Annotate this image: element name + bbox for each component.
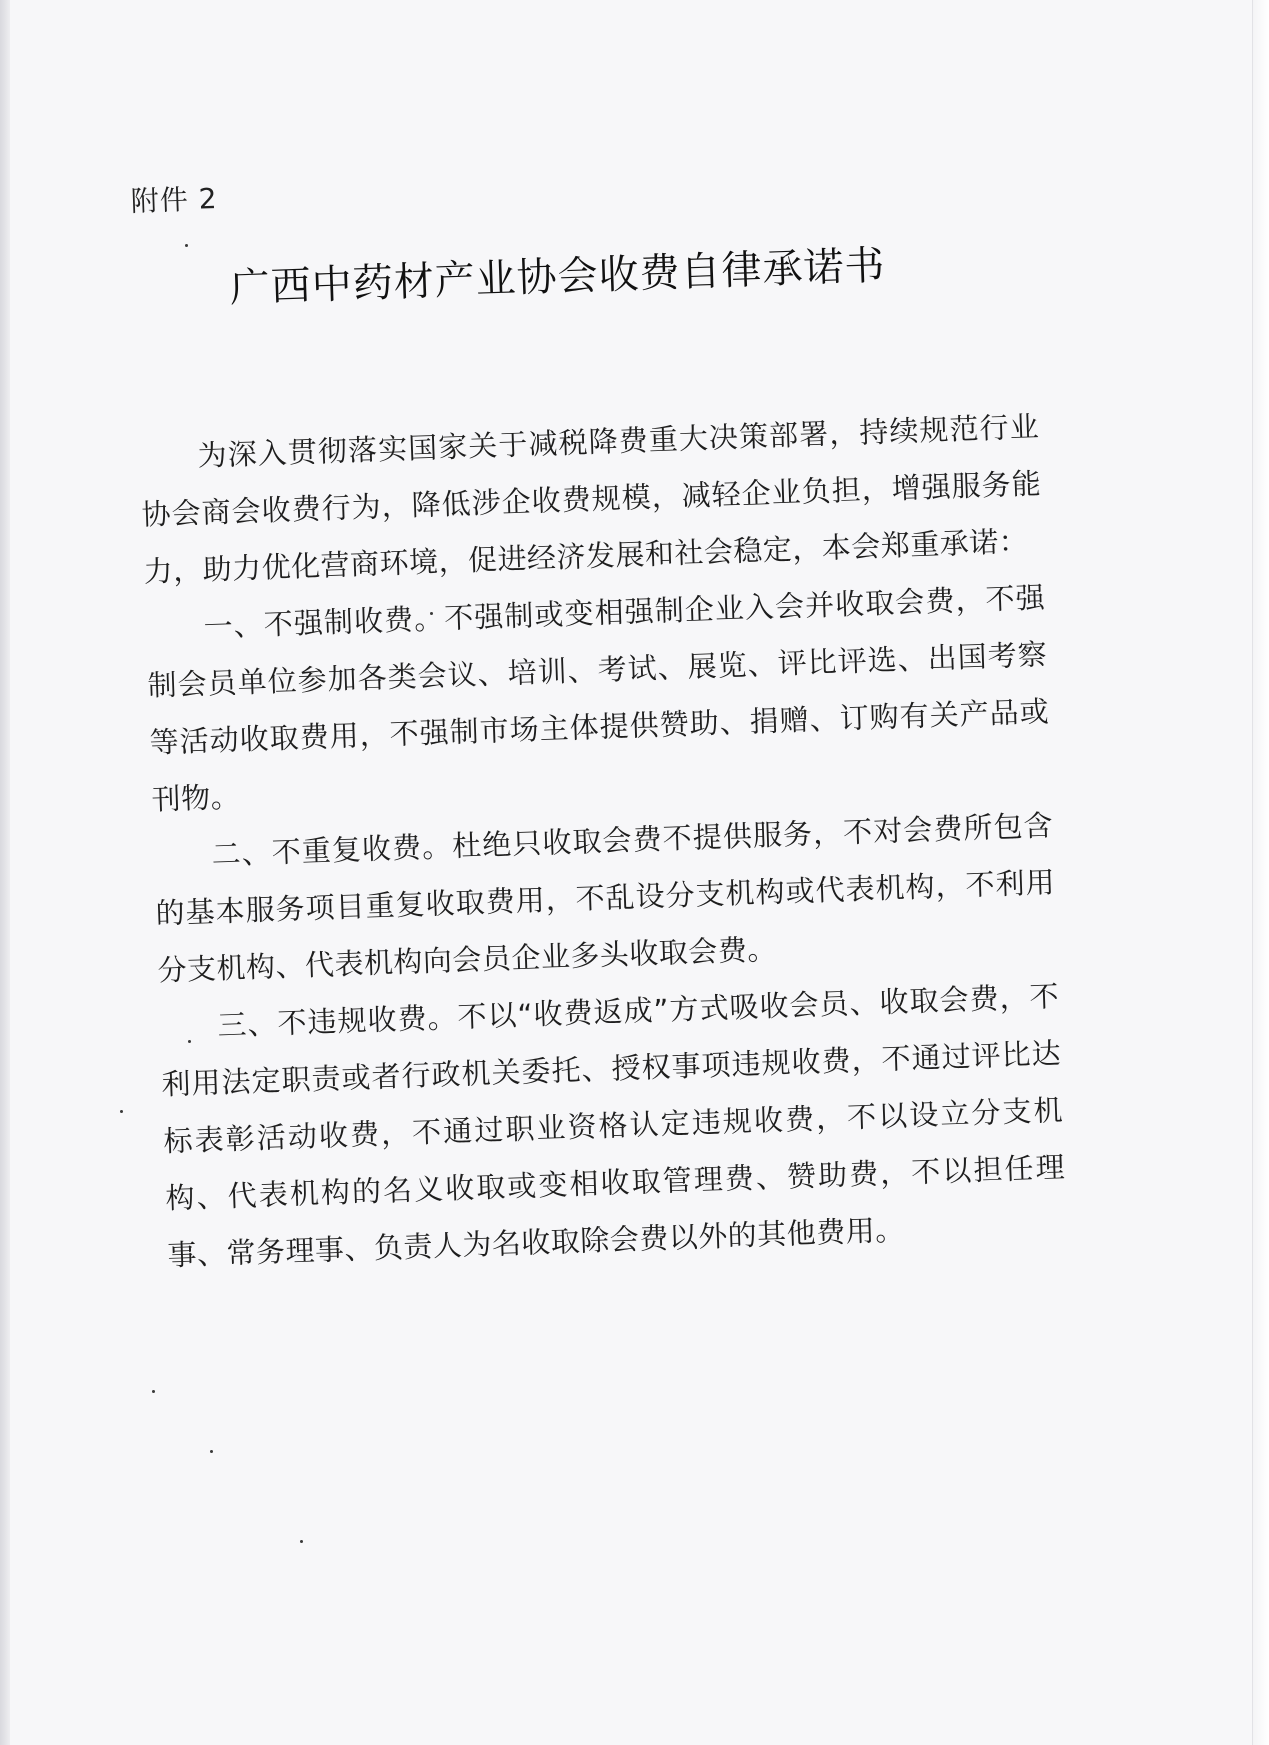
document-body xyxy=(130,145,1188,1559)
scan-speck xyxy=(120,1110,123,1113)
paragraph-no-illegal-fees: 三、不违规收费。不以“收费返成”方式吸收会员、收取会费，不利用法定职责或者行政机关委托、授权事项违规收费，不通过评比达标表彰活动收费，不通过职业资格认定违规收费，不以设立分支机构、代表机构的名义收取或变相收取管理费、赞助费，不以担任理事、常务理事、负责人为名收取除会费以外的其他费用。 xyxy=(160,979,1066,1273)
scan-edge-left xyxy=(0,0,10,1745)
attachment-label: 附件 2 xyxy=(130,181,218,218)
paragraph-no-forced-fees: 一、不强制收费。不强制或变相强制企业入会并收取会费，不强制会员单位参加各类会议、培训、考试、展览、评比评选、出国考察等活动收取费用，不强制市场主体提供赞助、捐赠、订购有关产品或刊物。 xyxy=(147,580,1050,817)
paragraph-no-duplicate-fees: 二、不重复收费。杜绝只收取会费不提供服务，不对会费所包含的基本服务项目重复收取费用，不乱设分支机构或代表机构，不利用分支机构、代表机构向会员企业多头收取会费。 xyxy=(155,808,1056,988)
scan-edge-right xyxy=(1252,0,1269,1745)
document-text xyxy=(139,398,1068,1284)
scan-speck xyxy=(152,1390,155,1393)
paragraph-intro: 为深入贯彻落实国家关于减税降费重大决策部署，持续规范行业协会商会收费行为，降低涉企收费规模，减轻企业负担，增强服务能力，助力优化营商环境，促进经济发展和社会稳定，本会郑重承诺： xyxy=(141,409,1042,589)
document-title: 广西中药材产业协会收费自律承诺书 xyxy=(229,242,887,312)
